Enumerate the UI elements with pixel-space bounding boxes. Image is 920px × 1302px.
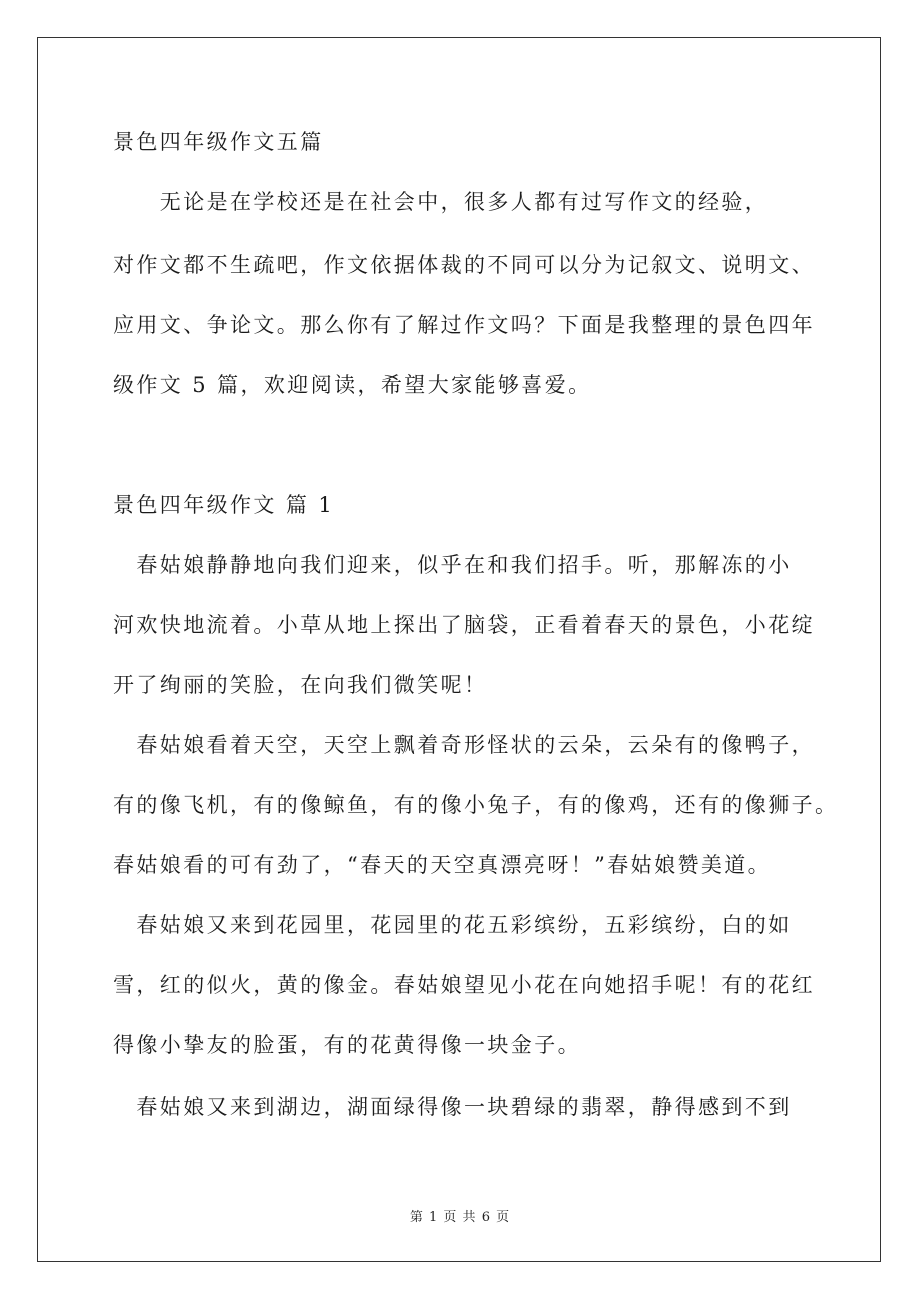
page-border	[37, 37, 881, 1262]
body-line: 春姑娘看着天空，天空上飘着奇形怪状的云朵，云朵有的像鸭子，	[113, 733, 815, 757]
section-heading: 景色四年级作文 篇 1	[113, 493, 335, 517]
body-line: 春姑娘又来到湖边，湖面绿得像一块碧绿的翡翠，静得感到不到	[113, 1095, 792, 1119]
intro-line: 应用文、争论文。那么你有了解过作文吗？下面是我整理的景色四年	[113, 313, 815, 337]
body-line: 开了绚丽的笑脸，在向我们微笑呢！	[113, 673, 488, 697]
body-line: 春姑娘又来到花园里，花园里的花五彩缤纷，五彩缤纷，白的如	[113, 913, 792, 937]
body-line: 河欢快地流着。小草从地上探出了脑袋，正看着春天的景色，小花绽	[113, 613, 815, 637]
intro-line: 级作文 5 篇，欢迎阅读，希望大家能够喜爱。	[113, 373, 592, 397]
body-line: 春姑娘看的可有劲了，“春天的天空真漂亮呀！”春姑娘赞美道。	[113, 853, 772, 877]
page-footer: 第 1 页 共 6 页	[409, 1210, 511, 1225]
intro-line: 无论是在学校还是在社会中，很多人都有过写作文的经验，	[113, 190, 769, 214]
intro-line: 对作文都不生疏吧，作文依据体裁的不同可以分为记叙文、说明文、	[113, 253, 815, 277]
body-line: 有的像飞机，有的像鲸鱼，有的像小兔子，有的像鸡，还有的像狮子。	[113, 793, 839, 817]
body-line: 得像小挚友的脸蛋，有的花黄得像一块金子。	[113, 1033, 581, 1057]
document-title: 景色四年级作文五篇	[113, 130, 324, 154]
body-line: 雪，红的似火，黄的像金。春姑娘望见小花在向她招手呢！有的花红	[113, 973, 815, 997]
body-line: 春姑娘静静地向我们迎来，似乎在和我们招手。听，那解冻的小	[113, 553, 792, 577]
